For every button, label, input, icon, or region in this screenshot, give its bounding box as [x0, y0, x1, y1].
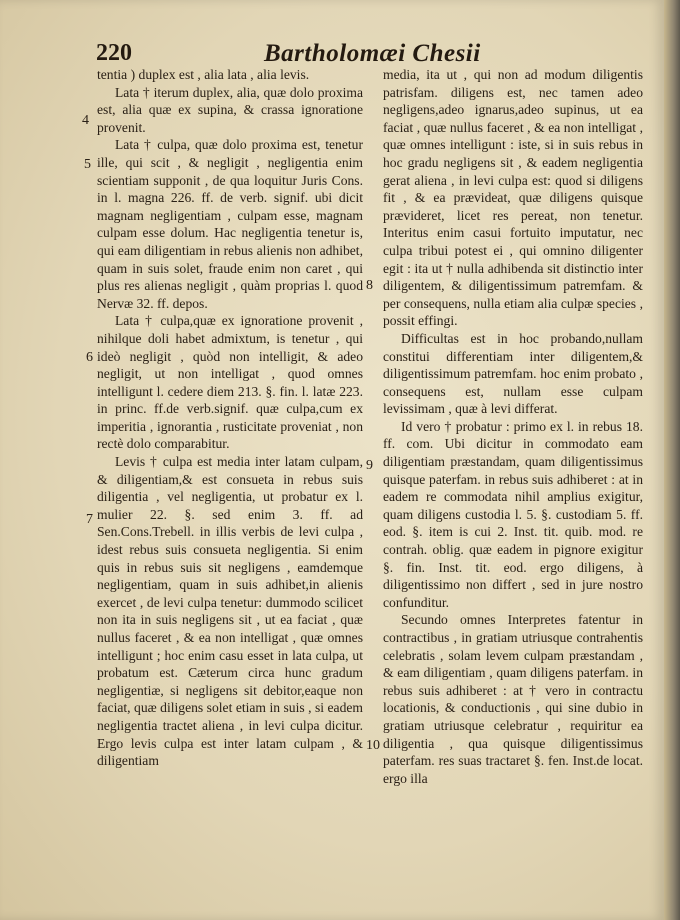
paragraph: Secundo omnes Interpretes fatentur in contractibus , in gratiam utriusque contrahentis celebratis , solam levem culpam præstandam , & eam diligentiam , quam diligens paterfam. in rebus suis adhiberet : at † vero in contractu locationis, & conductionis , qui sine dubio in gratiam utriusque celebratur , requiritur ea diligentia , qua quisque diligentissimus paterfam. res suas tractaret §. fen. Inst.de locat. ergo illa — [383, 612, 643, 786]
margin-number: 10 — [366, 738, 380, 753]
left-column — [97, 66, 363, 770]
margin-number: 4 — [82, 113, 89, 128]
page-edge — [664, 0, 680, 920]
page-number: 220 — [96, 40, 132, 66]
paragraph: Lata † culpa, quæ dolo proxima est, tenetur ille, qui scit , & negligit , negligentia enim scientiam supponit , de qua loquitur Juris Cons. in l. magna 226. ff. de verb. signif. ubi dicit magnam negligentiam , culpam esse, magnam culpam esse dolum. Hac negligentia tenetur is, qui eam diligentiam in rebus alienis non adhibet, quam in suis solet, fraude enim non caret , qui plus res alienas negligit , quàm proprias l. quod Nervæ 32. ff. depos. — [97, 137, 363, 311]
paragraph: Lata † iterum duplex, alia, quæ dolo proxima est, alia quæ ex supina, & crassa ignoratione provenit. — [97, 84, 363, 135]
margin-number: 9 — [366, 458, 373, 473]
right-column — [383, 66, 643, 787]
paragraph: media, ita ut , qui non ad modum diligentis patrisfam. diligens est, nec tamen adeo negligens,adeo ignarus,adeo supinus, ut ea faciat , quæ nullus faceret , & ea non intelligat , quæ omnes intelligunt : iste, si in suis rebus in hoc gradu negligens sit , & eadem negligentia gerat aliena , in levi culpa est: quod si diligens fit , & ea prævideat, quæ diligens quisque prævideret, licet res pereat, non tenetur. Interitus enim casui fortuito imputatur, nec culpa tribui potest ei , qui omnino diligenter egit : ita ut † nulla adhibenda sit distinctio inter diligentem, & diligentissimum patremfam. & per consequens, nulla etiam alia culpæ species , possit effingi. — [383, 67, 643, 329]
running-title: Bartholomæi Chesii — [264, 40, 481, 67]
paragraph: Difficultas est in hoc probando,nullam constitui differentiam inter diligentem,& diligentissimum patremfam. hoc enim probato , consequens est, nullam esse culpam levissimam , quæ à levi differat. — [383, 330, 643, 417]
paragraph: Lata † culpa,quæ ex ignoratione provenit , nihilque doli habet admixtum, is tenetur , qui ideò negligit , quòd non intelligit, & adeo negligit, ut non intelligat , quod omnes intelligunt l. cedere diem 213. §. fin. l. latæ 223. in princ. ff.de verb.signif. quæ culpa,cum ex imperitia , ignorantia , rusticitate proveniat , non rectè dolo comparabitur. — [97, 313, 363, 452]
margin-number: 8 — [366, 278, 373, 293]
margin-number: 5 — [84, 157, 91, 172]
margin-number: 7 — [86, 512, 93, 527]
margin-number: 6 — [86, 350, 93, 365]
paragraph: Id vero † probatur : primo ex l. in rebus 18. ff. com. Ubi dicitur in commodato eam diligentiam præstandam, quam diligentissimus quisque paterfam. in rebus suis adhiberet : at in eadem re commodata nihil amplius exigitur, quam diligens custodia l. 5. §. custodiam 5. ff. eod. §. item is cui 2. Inst. tit. quib. mod. re contrah. oblig. quæ eadem in pignore exigitur §. fin. Inst. tit. eod. ergo diligens, à diligentissimo non differt , sed in jure nostro confunditur. — [383, 418, 643, 610]
paragraph: Levis † culpa est media inter latam culpam, & diligentiam,& est consueta in rebus suis diligentia , vel negligentia, ut probatur ex l. mulier 22. §. sed enim 3. ff. ad Sen.Cons.Trebell. in illis verbis de levi culpa , idest rebus suis consueta negligentia. Si enim quis in rebus suis sit negligens , eamdemque negligentiam, quam in suis adhibet,in alienis exercet , de levi culpa tenetur: dummodo scilicet non ita in suis negligens sit , ut ea faciat , quæ nullus faceret , & ea non intelligat , quæ omnes intelligunt ; hoc enim casu esset in lata culpa, ut probatum est. Cæterum circa hunc gradum negligentiæ, si negligens sit debitor,eaque non faciat, quæ diligens solet etiam in suis , si eadem negligentia tractet aliena , in levi culpa dicitur. Ergo levis culpa est inter latam culpam , & diligentiam — [97, 454, 363, 769]
paragraph: tentia ) duplex est , alia lata , alia levis. — [97, 67, 310, 82]
